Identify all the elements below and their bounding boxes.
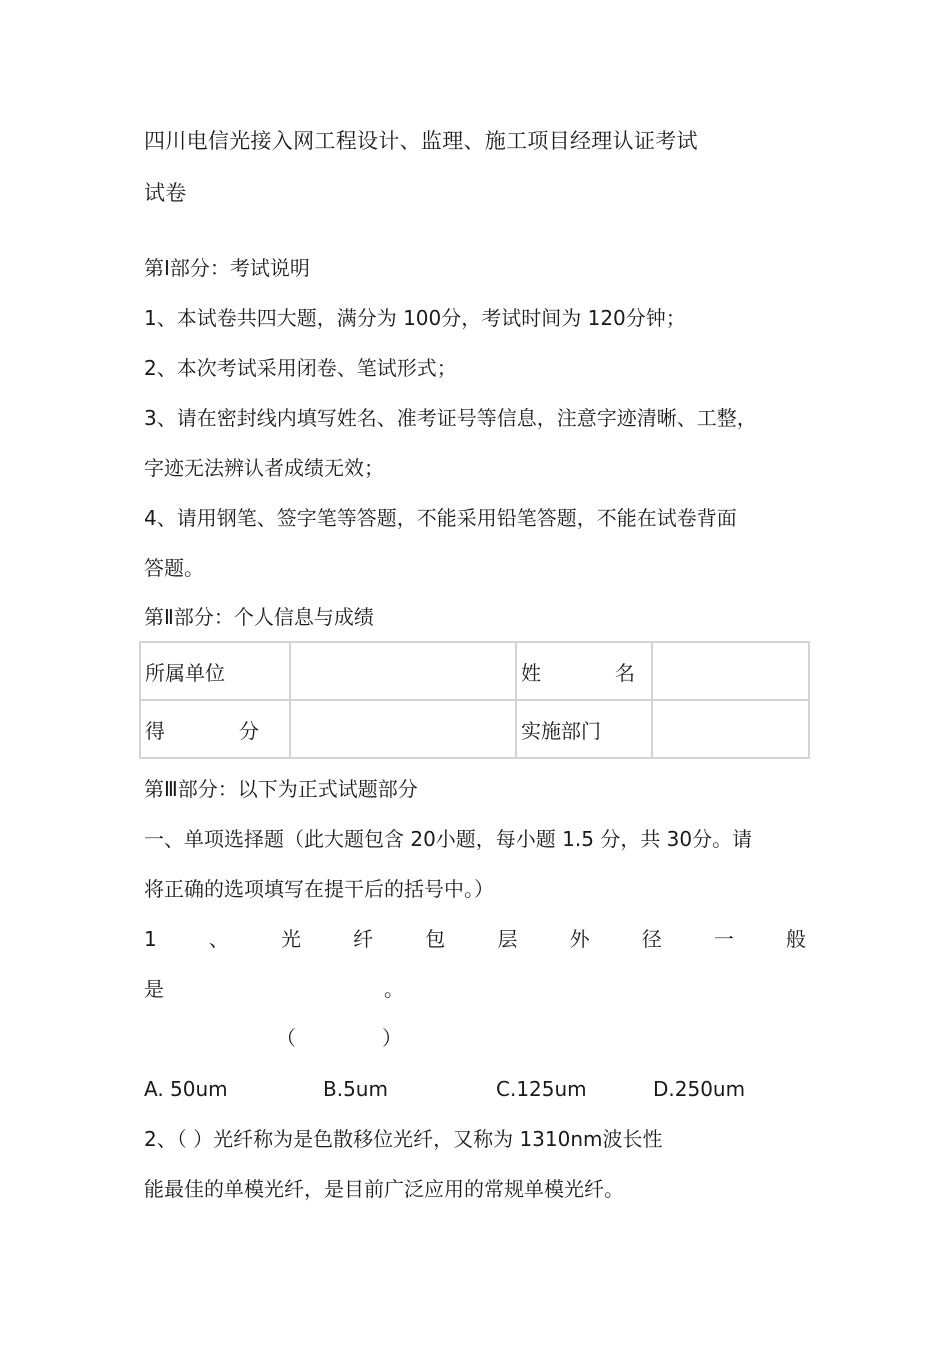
part2-heading: 第Ⅱ部分：个人信息与成绩 <box>144 605 374 629</box>
section1-instructions: 一、单项选择题（此大题包含 20小题，每小题 1.5 分，共 30分。请 <box>144 827 753 851</box>
question-1-continued: 是 。 <box>144 977 404 1001</box>
rule-1: 1、本试卷共四大题，满分为 100分，考试时间为 120分钟； <box>144 306 686 330</box>
question-1: 1 、 光 纤 包 层 外 径 一 般 <box>144 927 806 951</box>
question-2: 2、（ ）光纤称为是色散移位光纤，又称为 1310nm波长性 <box>144 1127 663 1151</box>
rule-2: 2、本次考试采用闭卷、笔试形式； <box>144 356 457 380</box>
part1-heading: 第Ⅰ部分：考试说明 <box>144 256 310 280</box>
section1-instructions-continued: 将正确的选项填写在提干后的括号中。） <box>144 877 494 901</box>
score-label-cell: 得 分 <box>140 700 290 758</box>
score-value-field[interactable] <box>290 700 516 758</box>
exam-title-continued: 试卷 <box>144 181 187 205</box>
question-1-option-d: D.250um <box>653 1077 746 1101</box>
rule-3-continued: 字迹无法辨认者成绩无效； <box>144 456 384 480</box>
unit-value-field[interactable] <box>290 642 516 700</box>
question-1-answer-blank[interactable]: （ ） <box>276 1026 402 1050</box>
question-2-continued: 能最佳的单模光纤，是目前广泛应用的常规单模光纤。 <box>144 1177 624 1201</box>
name-label-cell: 姓 名 <box>516 642 652 700</box>
question-1-option-c: C.125um <box>496 1077 587 1101</box>
rule-4-continued: 答题。 <box>144 556 204 580</box>
personal-info-table <box>139 641 810 759</box>
dept-label-cell: 实施部门 <box>516 700 652 758</box>
dept-value-field[interactable] <box>652 700 809 758</box>
part3-heading: 第Ⅲ部分：以下为正式试题部分 <box>144 777 418 801</box>
unit-label-cell: 所属单位 <box>140 642 290 700</box>
table-row <box>140 642 809 700</box>
table-row <box>140 700 809 758</box>
rule-4: 4、请用钢笔、签字笔等答题，不能采用铅笔答题，不能在试卷背面 <box>144 506 737 530</box>
exam-title: 四川电信光接入网工程设计、监理、施工项目经理认证考试 <box>144 129 698 153</box>
name-value-field[interactable] <box>652 642 809 700</box>
question-1-option-a: A. 50um <box>144 1077 228 1101</box>
question-1-option-b: B.5um <box>323 1077 388 1101</box>
rule-3: 3、请在密封线内填写姓名、准考证号等信息，注意字迹清晰、工整， <box>144 406 757 430</box>
